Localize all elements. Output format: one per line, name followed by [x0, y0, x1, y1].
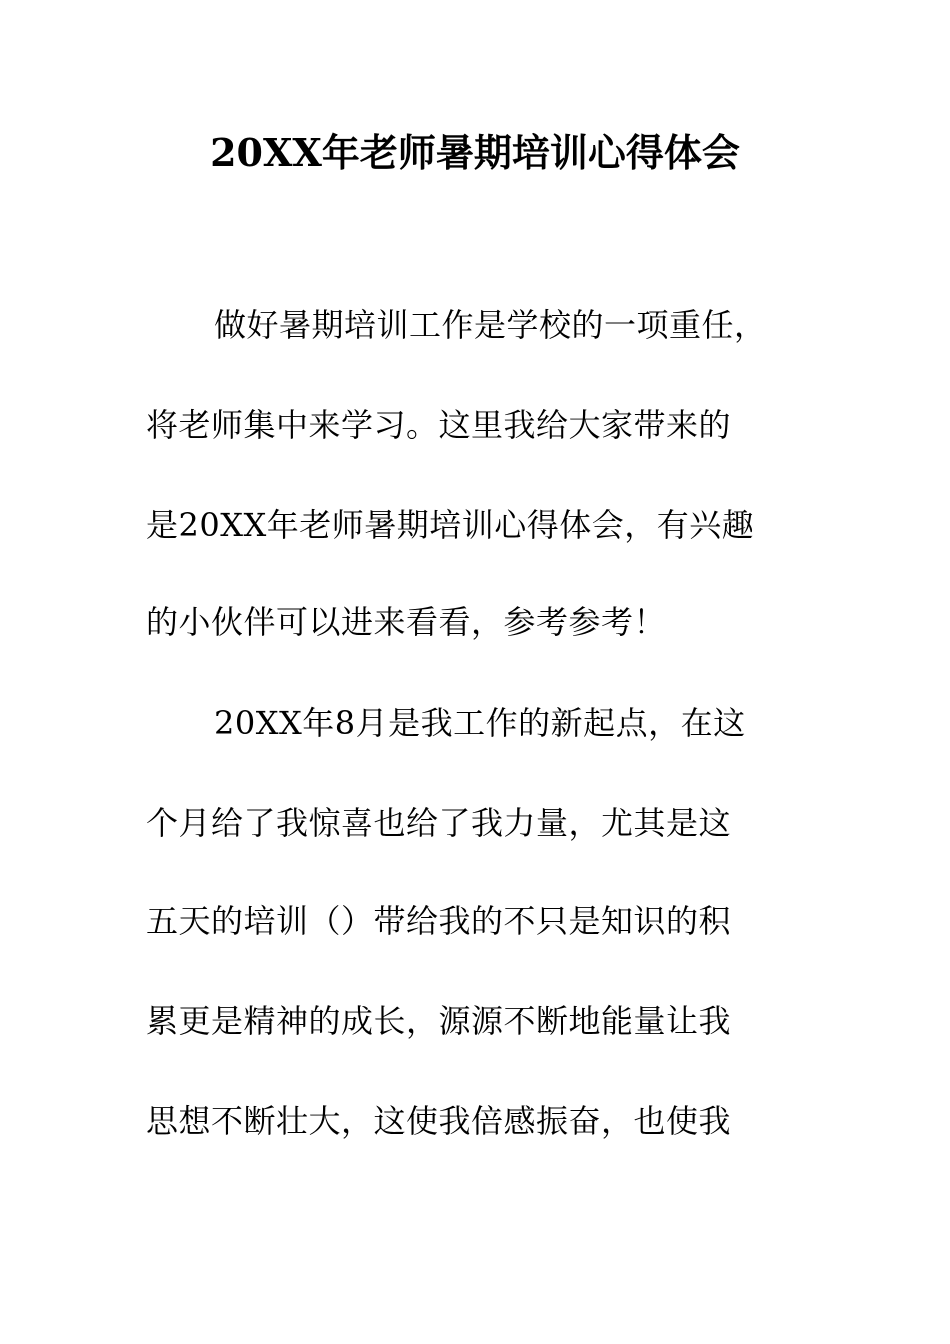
paragraph-line: 个月给了我惊喜也给了我力量，尤其是这	[146, 804, 732, 842]
paragraph-line: 20XX年8月是我工作的新起点，在这	[214, 704, 746, 742]
paragraph-line: 五天的培训（）带给我的不只是知识的积	[146, 902, 732, 940]
paragraph-line: 累更是精神的成长，源源不断地能量让我	[146, 1002, 732, 1040]
document-title: 20XX年老师暑期培训心得体会	[210, 130, 740, 175]
paragraph-line: 做好暑期培训工作是学校的一项重任，	[214, 306, 767, 344]
paragraph-line: 的小伙伴可以进来看看，参考参考！	[146, 603, 667, 641]
paragraph-line: 将老师集中来学习。这里我给大家带来的	[146, 406, 732, 444]
paragraph-line: 是20XX年老师暑期培训心得体会，有兴趣	[146, 506, 755, 544]
paragraph-line: 思想不断壮大，这使我倍感振奋，也使我	[146, 1102, 732, 1140]
